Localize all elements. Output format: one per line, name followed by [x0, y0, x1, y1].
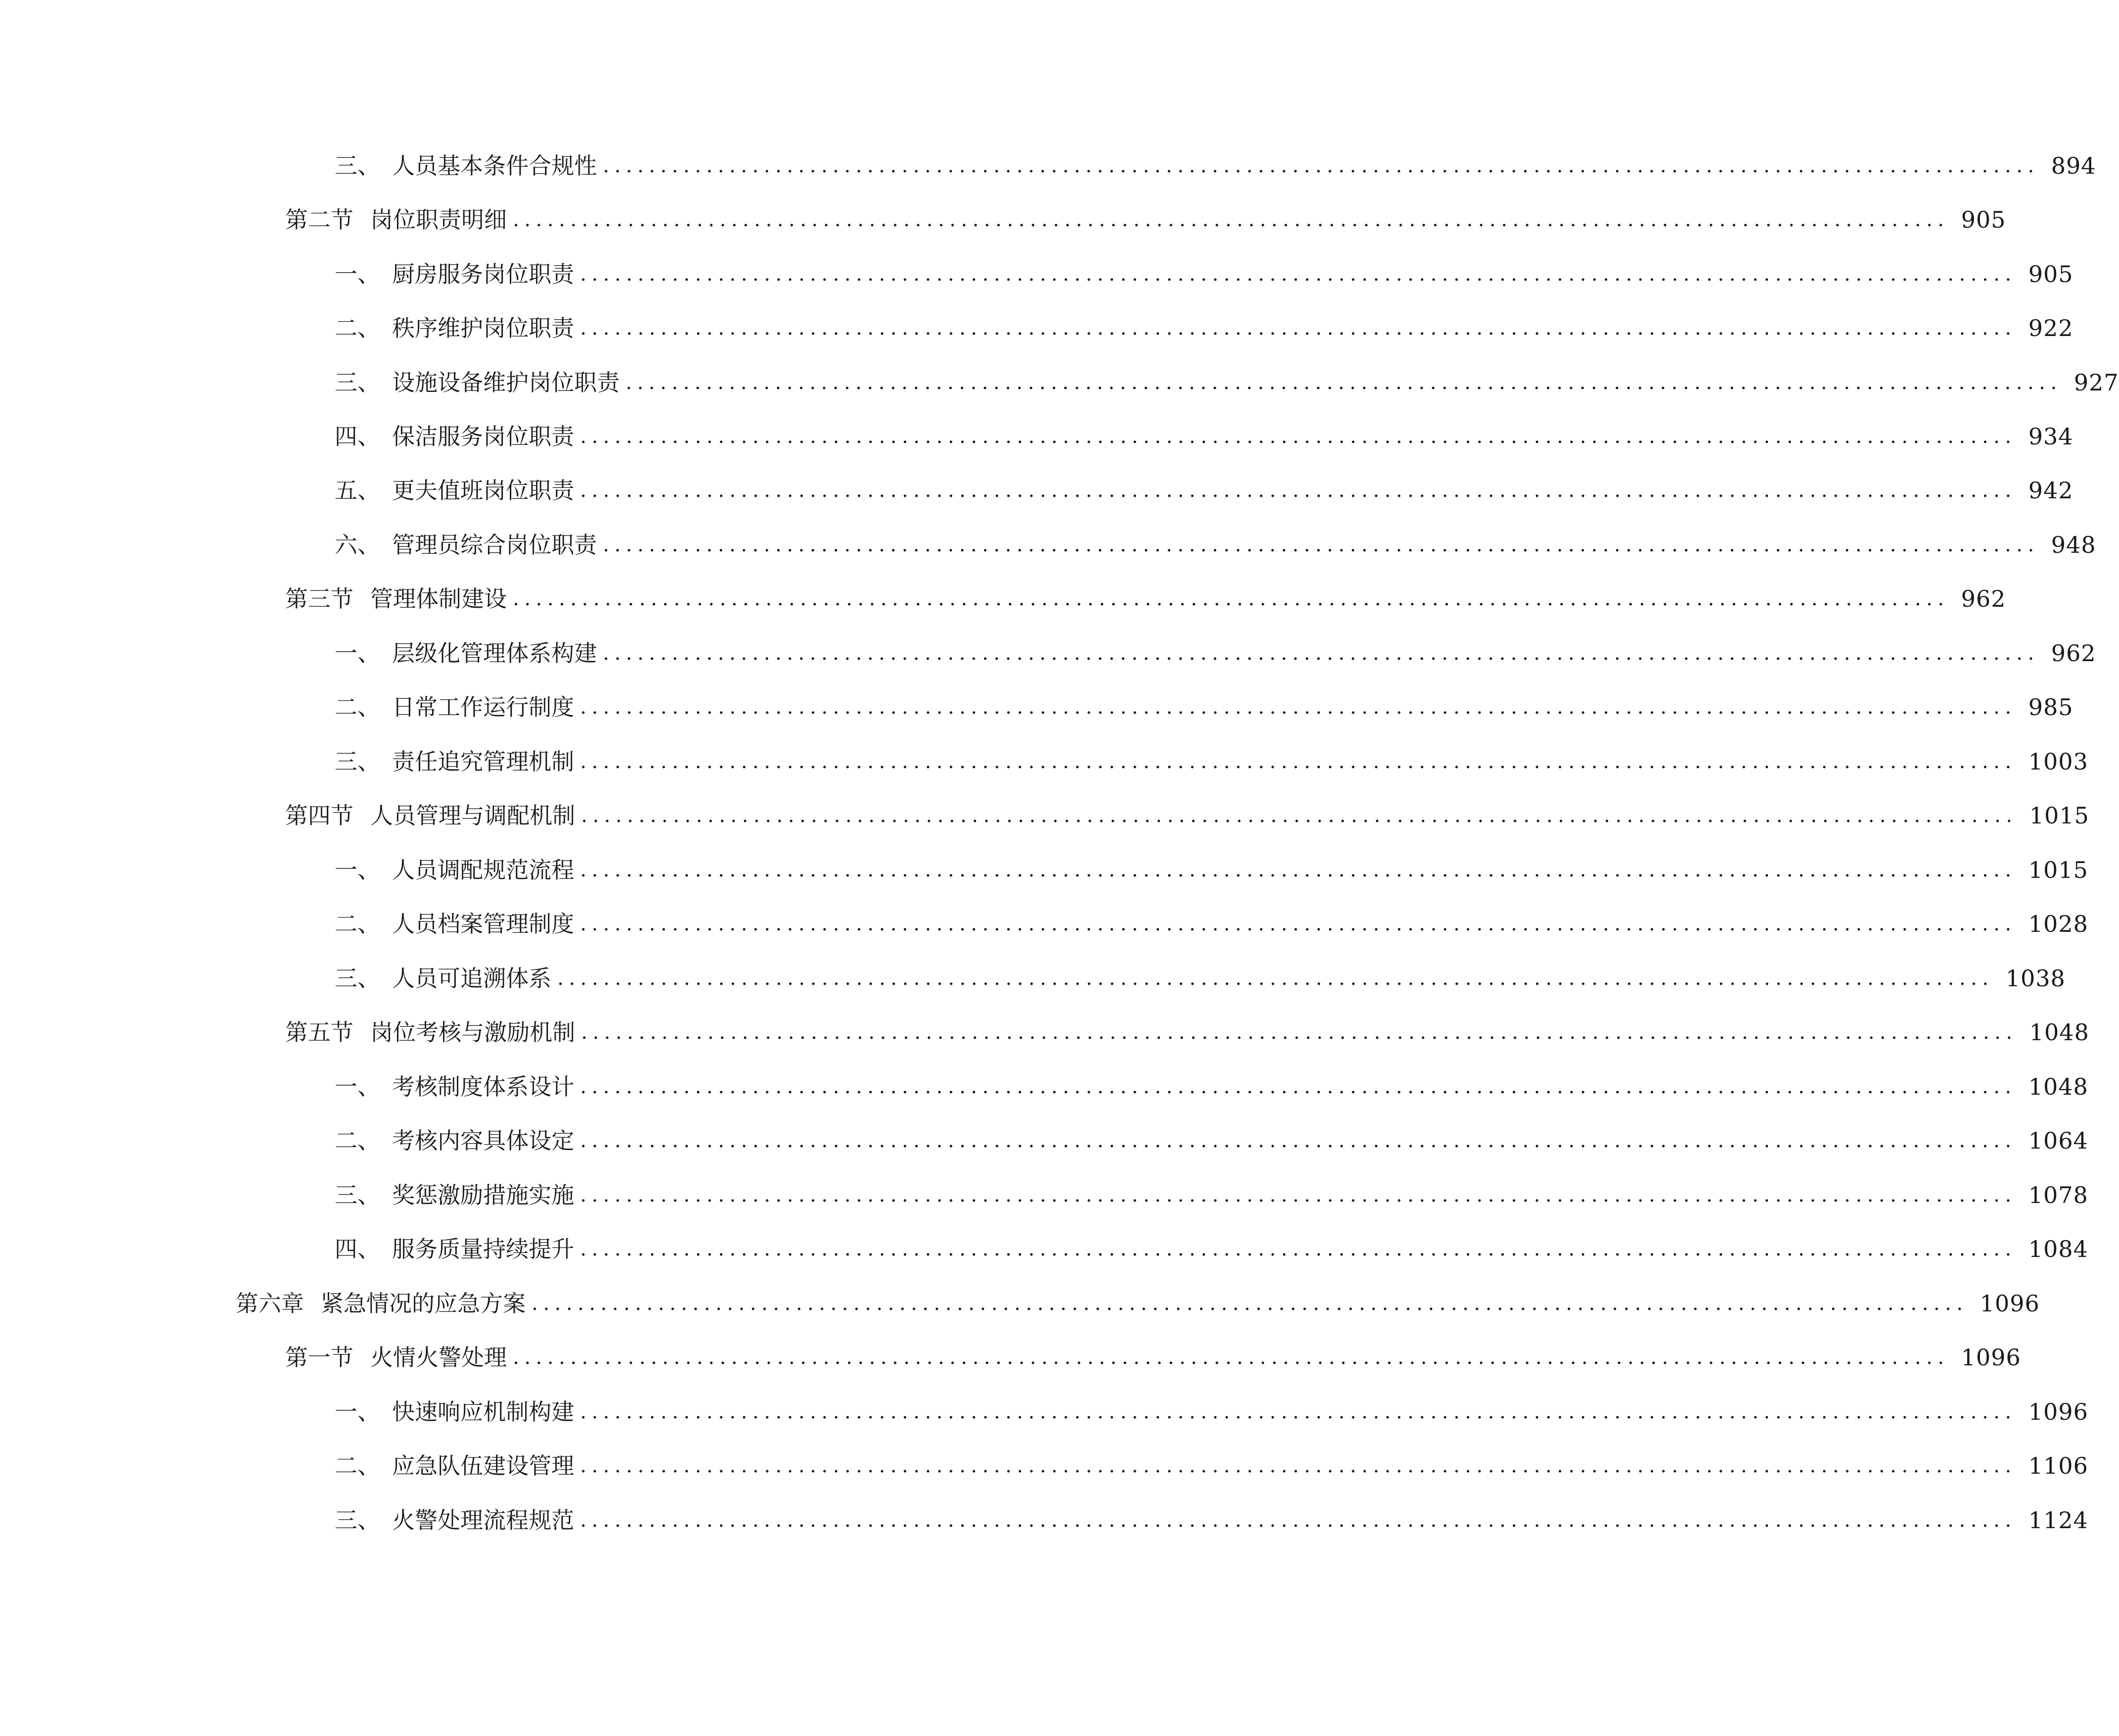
toc-entry-number: 三、 [335, 1182, 380, 1208]
toc-entry-title: 层级化管理体系构建 [392, 640, 597, 667]
toc-entry-number: 二、 [335, 315, 380, 341]
toc-entry-title: 保洁服务岗位职责 [392, 423, 574, 450]
toc-entry-title: 更夫值班岗位职责 [392, 477, 574, 504]
toc-entry-number: 五、 [335, 477, 380, 504]
toc-page-number: 1124 [2028, 1507, 2088, 1534]
toc-entry[interactable] [335, 1067, 2088, 1107]
toc-entry-title: 厨房服务岗位职责 [392, 261, 574, 288]
toc-entry-number: 三、 [335, 965, 380, 992]
toc-entry-title: 岗位考核与激励机制 [370, 1019, 575, 1046]
toc-entry[interactable] [335, 687, 2073, 727]
toc-entry-number: 二、 [335, 911, 380, 937]
toc-dot-leader: ............................................................................................................................. [580, 1454, 2017, 1477]
toc-entry-number: 第三节 [285, 585, 353, 612]
toc-entry-title: 责任追究管理机制 [392, 748, 574, 775]
toc-entry-title: 火警处理流程规范 [392, 1507, 574, 1534]
toc-page-number: 905 [2028, 261, 2073, 288]
toc-entry-title: 管理员综合岗位职责 [392, 531, 597, 558]
toc-entry-number: 一、 [335, 1398, 380, 1425]
toc-dot-leader: ............................................................................................................................. [580, 1075, 2017, 1098]
toc-entry[interactable] [335, 1121, 2088, 1160]
toc-page-number: 934 [2028, 423, 2073, 450]
toc-dot-leader: ............................................................................................................................. [626, 371, 2062, 394]
toc-page-number: 985 [2028, 694, 2073, 721]
toc-dot-leader: ............................................................................................................................. [580, 859, 2017, 881]
toc-entry-number: 四、 [335, 1236, 380, 1262]
toc-page-number: 1084 [2028, 1236, 2088, 1262]
toc-entry-number: 三、 [335, 152, 380, 179]
toc-entry-title: 岗位职责明细 [370, 206, 507, 233]
toc-entry-number: 六、 [335, 531, 380, 558]
toc-entry-title: 火情火警处理 [370, 1344, 507, 1371]
toc-entry-title: 考核内容具体设定 [392, 1127, 574, 1154]
toc-page-number: 1028 [2028, 911, 2088, 937]
toc-dot-leader: ............................................................................................................................. [580, 750, 2017, 773]
toc-entry-title: 快速响应机制构建 [392, 1398, 574, 1425]
toc-entry[interactable] [335, 1446, 2088, 1486]
toc-entry[interactable] [335, 417, 2073, 456]
toc-entry[interactable] [335, 850, 2088, 890]
toc-entry[interactable] [335, 1229, 2088, 1269]
toc-entry-number: 一、 [335, 1073, 380, 1100]
toc-dot-leader: ............................................................................................................................. [581, 1021, 2018, 1044]
toc-page-number: 1048 [2029, 1019, 2089, 1046]
toc-entry-number: 三、 [335, 748, 380, 775]
toc-entry[interactable] [285, 579, 2006, 619]
toc-entry[interactable] [335, 525, 2096, 565]
toc-entry-number: 一、 [335, 857, 380, 883]
toc-dot-leader: ............................................................................................................................. [580, 1509, 2017, 1532]
toc-page-number: 922 [2028, 315, 2073, 341]
toc-entry-title: 人员档案管理制度 [392, 911, 574, 937]
toc-entry[interactable] [285, 1338, 2021, 1377]
toc-entry[interactable] [335, 904, 2088, 944]
toc-entry-title: 秩序维护岗位职责 [392, 315, 574, 341]
toc-entry-number: 二、 [335, 1452, 380, 1479]
toc-entry-number: 二、 [335, 694, 380, 721]
toc-entry[interactable] [335, 742, 2088, 781]
toc-entry-number: 一、 [335, 261, 380, 288]
toc-dot-leader: ............................................................................................................................. [580, 1184, 2017, 1206]
toc-entry-number: 三、 [335, 369, 380, 396]
toc-dot-leader: ............................................................................................................................. [580, 425, 2017, 448]
toc-dot-leader: ............................................................................................................................. [513, 587, 1949, 610]
toc-dot-leader: ............................................................................................................................. [513, 1346, 1949, 1369]
toc-entry-title: 管理体制建设 [370, 585, 507, 612]
toc-page-number: 1048 [2028, 1073, 2088, 1100]
toc-entry-number: 第五节 [285, 1019, 353, 1046]
toc-page-number: 962 [2051, 640, 2096, 667]
toc-dot-leader: ............................................................................................................................. [580, 1400, 2017, 1423]
toc-entry[interactable] [335, 633, 2096, 673]
toc-page-number: 1038 [2005, 965, 2066, 992]
toc-entry[interactable] [335, 959, 2066, 998]
toc-dot-leader: ............................................................................................................................. [580, 479, 2017, 502]
toc-entry[interactable] [335, 1175, 2088, 1215]
toc-page-number: 1096 [2028, 1398, 2088, 1425]
toc-entry-number: 第六章 [236, 1290, 304, 1317]
toc-page-number: 1015 [2028, 857, 2088, 883]
toc-page-number: 1015 [2029, 802, 2089, 829]
toc-page-number: 1078 [2028, 1182, 2088, 1208]
toc-entry[interactable] [335, 1500, 2088, 1540]
toc-entry-title: 应急队伍建设管理 [392, 1452, 574, 1479]
toc-entry-number: 第二节 [285, 206, 353, 233]
toc-dot-leader: ............................................................................................................................. [513, 208, 1949, 231]
toc-entry-title: 设施设备维护岗位职责 [392, 369, 620, 396]
toc-dot-leader: ............................................................................................................................. [581, 804, 2018, 827]
toc-entry-number: 第一节 [285, 1344, 353, 1371]
toc-entry[interactable] [285, 200, 2006, 240]
toc-page-number: 1003 [2028, 748, 2088, 775]
toc-entry[interactable] [335, 471, 2073, 510]
toc-entry[interactable] [285, 1013, 2089, 1052]
toc-entry-number: 二、 [335, 1127, 380, 1154]
toc-entry[interactable] [285, 796, 2089, 835]
toc-entry-title: 奖惩激励措施实施 [392, 1182, 574, 1208]
toc-dot-leader: ............................................................................................................................. [603, 533, 2039, 556]
toc-dot-leader: ............................................................................................................................. [580, 317, 2017, 339]
toc-entry-title: 人员管理与调配机制 [370, 802, 575, 829]
toc-page-number: 1106 [2028, 1452, 2088, 1479]
toc-entry-number: 四、 [335, 423, 380, 450]
toc-page-number: 1096 [1961, 1344, 2021, 1371]
toc-entry-number: 第四节 [285, 802, 353, 829]
toc-entry[interactable] [335, 363, 2119, 402]
toc-entry[interactable] [335, 254, 2073, 294]
toc-entry-title: 考核制度体系设计 [392, 1073, 574, 1100]
toc-entry[interactable] [335, 1392, 2088, 1432]
toc-entry[interactable] [335, 308, 2073, 348]
toc-dot-leader: ............................................................................................................................. [580, 1238, 2017, 1260]
toc-entry-title: 人员基本条件合规性 [392, 152, 597, 179]
toc-entry-number: 一、 [335, 640, 380, 667]
toc-entry-title: 服务质量持续提升 [392, 1236, 574, 1262]
toc-dot-leader: ............................................................................................................................. [580, 1129, 2017, 1152]
toc-entry-title: 紧急情况的应急方案 [321, 1290, 526, 1317]
toc-entry-title: 日常工作运行制度 [392, 694, 574, 721]
toc-dot-leader: ............................................................................................................................. [603, 642, 2039, 665]
toc-entry-number: 三、 [335, 1507, 380, 1534]
toc-dot-leader: ............................................................................................................................. [580, 263, 2017, 286]
toc-dot-leader: ............................................................................................................................. [603, 154, 2039, 177]
toc-dot-leader: ............................................................................................................................. [580, 696, 2017, 719]
toc-entry[interactable] [236, 1284, 2040, 1323]
toc-page-number: 1064 [2028, 1127, 2088, 1154]
toc-dot-leader: ............................................................................................................................. [557, 967, 1994, 990]
toc-page-number: 927 [2073, 369, 2119, 396]
toc-entry-title: 人员可追溯体系 [392, 965, 551, 992]
toc-page-number: 962 [1961, 585, 2006, 612]
toc-entry-title: 人员调配规范流程 [392, 857, 574, 883]
toc-page-number: 894 [2051, 152, 2096, 179]
toc-page-number: 948 [2051, 531, 2096, 558]
toc-page-number: 942 [2028, 477, 2073, 504]
toc-page-number: 1096 [1979, 1290, 2040, 1317]
toc-dot-leader: ............................................................................................................................. [580, 913, 2017, 935]
toc-entry[interactable] [335, 146, 2096, 186]
toc-dot-leader: ............................................................................................................................. [532, 1292, 1968, 1315]
toc-page-number: 905 [1961, 206, 2006, 233]
